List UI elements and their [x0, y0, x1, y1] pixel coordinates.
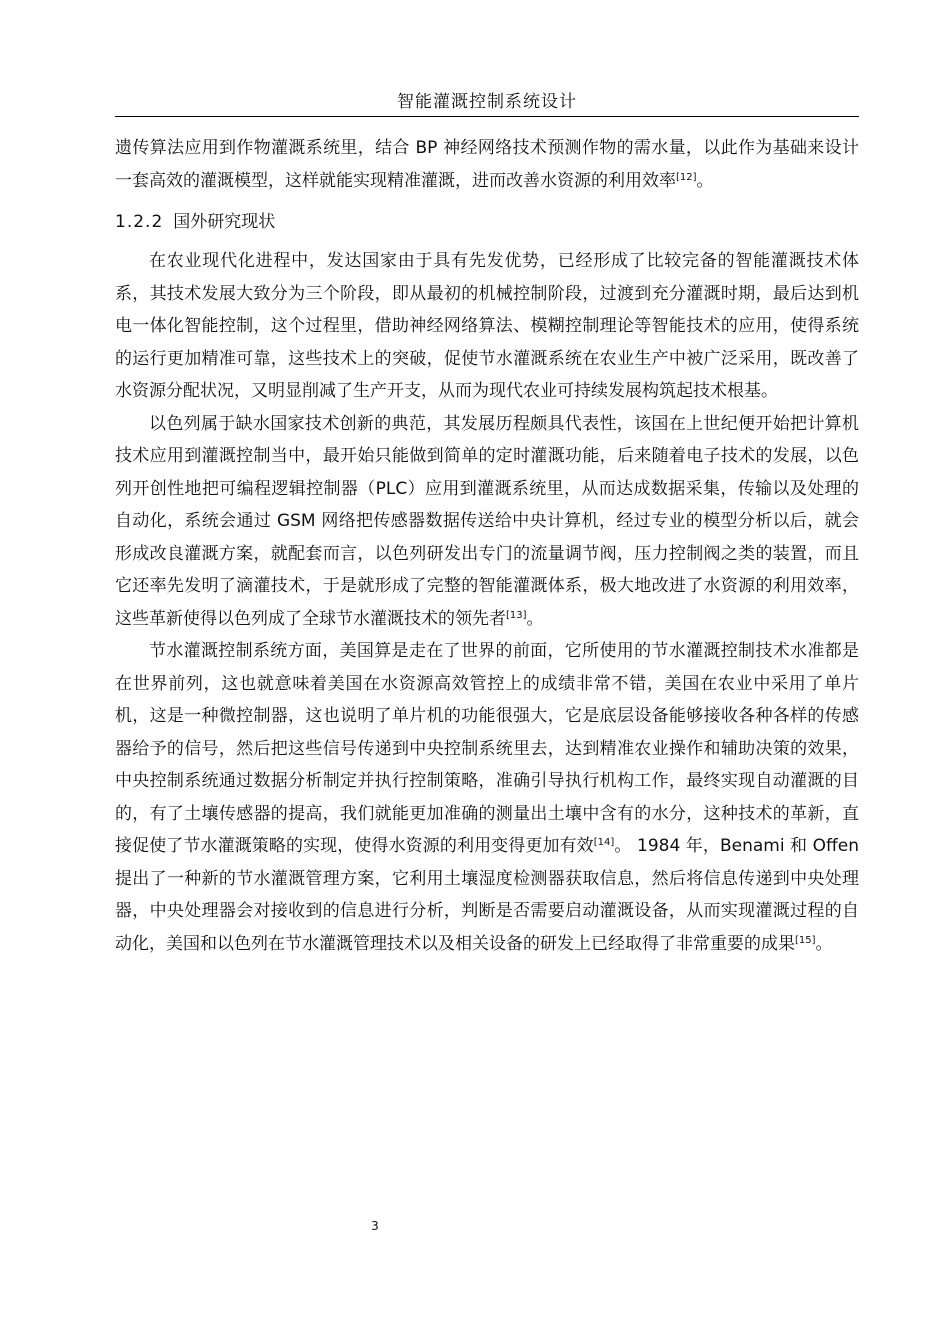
paragraph-end: 。 [815, 933, 833, 954]
section-title: 国外研究现状 [173, 212, 276, 232]
paragraph [115, 635, 859, 960]
header-divider [115, 116, 859, 117]
citation-ref: [13] [506, 609, 527, 621]
paragraph-text: 。 1984 年，Benami 和 Offen 提出了一种新的节水灌溉管理方案，它利用土壤湿度检测器获取信息，然后将信息传递到中央处理器，中央处理器会对接收到的信息进行分析，判断是否需要启动灌溉设备，从而实现灌溉过程的自动化，美国和以色列在节水灌溉管理技术以及相关设备的研发上已经取得了非常重要的成果 [115, 836, 859, 954]
citation-ref: [15] [795, 934, 816, 946]
paragraph [115, 408, 859, 636]
paragraph-continued [115, 132, 859, 197]
paragraph-end: 。 [696, 170, 714, 191]
paragraph: 在农业现代化进程中，发达国家由于具有先发优势，已经形成了比较完备的智能灌溉技术体系，其技术发展大致分为三个阶段，即从最初的机械控制阶段，过渡到充分灌溉时期，最后达到机电一体化智能控制，这个过程里，借助神经网络算法、模糊控制理论等智能技术的应用，使得系统的运行更加精准可靠，这些技术上的突破，促使节水灌溉系统在农业生产中被广泛采用，既改善了水资源分配状况，又明显削减了生产开支，从而为现代农业可持续发展构筑起技术根基。 [115, 251, 859, 401]
section-heading [115, 207, 859, 237]
paragraph-text: 节水灌溉控制系统方面，美国算是走在了世界的前面，它所使用的节水灌溉控制技术水准都是在世界前列，这也就意味着美国在水资源高效管控上的成绩非常不错，美国在农业中采用了单片机，这是一种微控制器，这也说明了单片机的功能很强大，它是底层设备能够接收各种各样的传感器给予的信号，然后把这些信号传递到中央控制系统里去，达到精准农业操作和辅助决策的效果，中央控制系统通过数据分析制定并执行控制策略，准确引导执行机构工作，最终实现自动灌溉的目的，有了土壤传感器的提高，我们就能更加准确的测量出土壤中含有的水分，这种技术的革新，直接促使了节水灌溉策略的实现，使得水资源的利用变得更加有效 [115, 641, 859, 856]
document-body [115, 132, 859, 960]
page-number: 3 [371, 1219, 379, 1233]
page-header-title: 智能灌溉控制系统设计 [397, 92, 577, 112]
section-number: 1.2.2 [115, 212, 164, 232]
paragraph-text: 以色列属于缺水国家技术创新的典范，其发展历程颇具代表性，该国在上世纪便开始把计算机技术应用到灌溉控制当中，最开始只能做到简单的定时灌溉功能，后来随着电子技术的发展，以色列开创性地把可编程逻辑控制器（PLC）应用到灌溉系统里，从而达成数据采集，传输以及处理的自动化，系统会通过 GSM 网络把传感器数据传送给中央计算机，经过专业的模型分析以后，就会形成改良灌溉方案，就配套而言，以色列研发出专门的流量调节阀，压力控制阀之类的装置，而且它还率先发明了滴灌技术，于是就形成了完整的智能灌溉体系，极大地改进了水资源的利用效率，这些革新使得以色列成了全球节水灌溉技术的领先者 [115, 413, 859, 629]
paragraph-text: 遗传算法应用到作物灌溉系统里，结合 BP 神经网络技术预测作物的需水量，以此作为基础来设计一套高效的灌溉模型，这样就能实现精准灌溉，进而改善水资源的利用效率 [115, 138, 859, 191]
paragraph-end: 。 [526, 608, 544, 629]
citation-ref: [14] [593, 837, 615, 848]
citation-ref: [12] [676, 171, 697, 183]
